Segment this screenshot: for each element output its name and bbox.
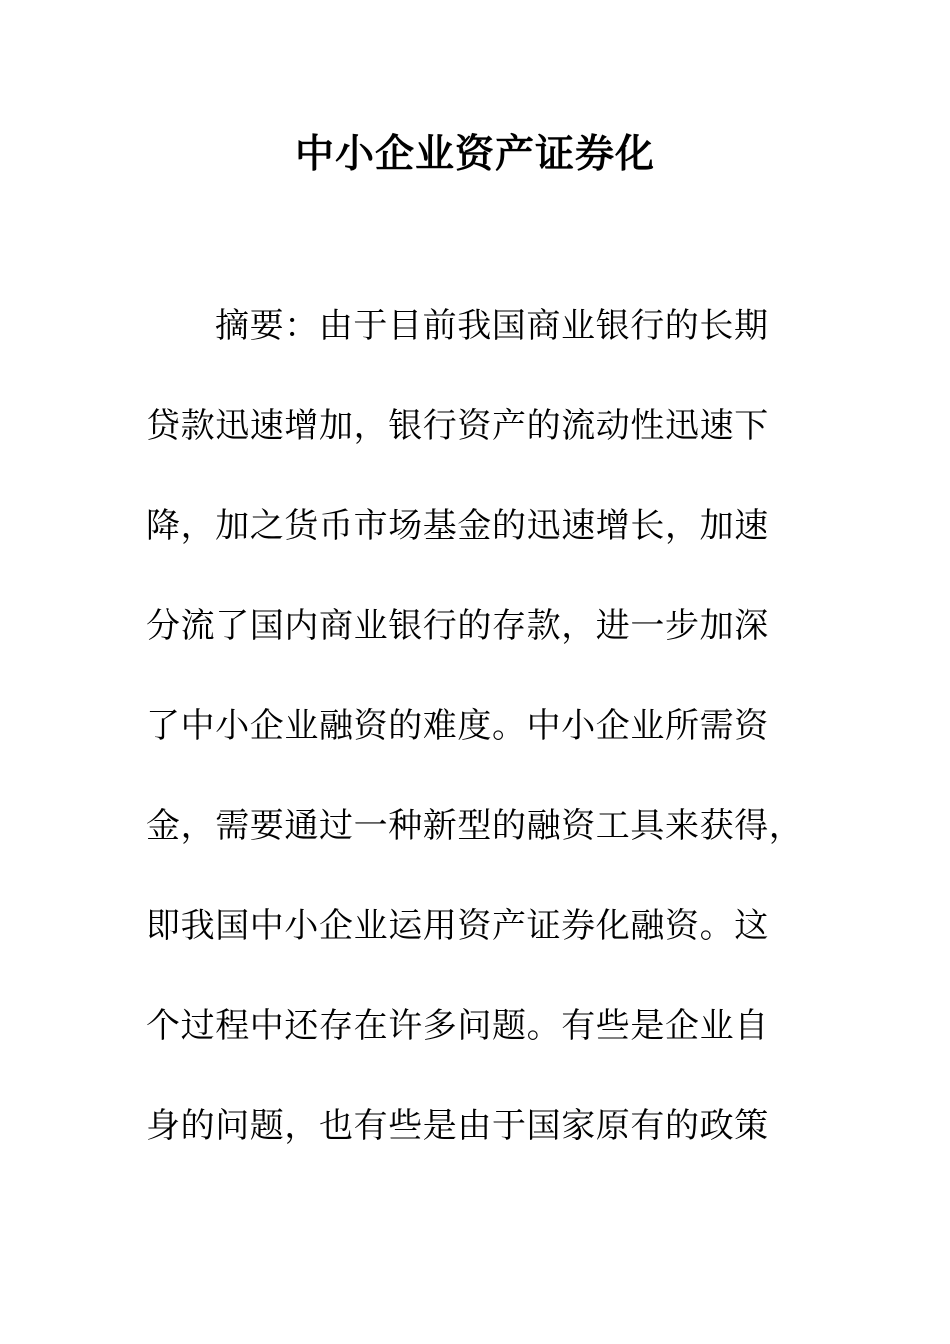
text-line: 金，需要通过一种新型的融资工具来获得， (146, 806, 804, 846)
text-line: 个过程中还存在许多问题。有些是企业自 (146, 1006, 769, 1046)
text-line: 身的问题，也有些是由于国家原有的政策 (146, 1106, 769, 1146)
text-line: 即我国中小企业运用资产证券化融资。这 (146, 906, 769, 946)
text-line: 摘要：由于目前我国商业银行的长期 (215, 306, 769, 346)
text-line: 分流了国内商业银行的存款，进一步加深 (146, 606, 769, 646)
text-line: 降，加之货币市场基金的迅速增长，加速 (146, 506, 769, 546)
text-line: 贷款迅速增加，银行资产的流动性迅速下 (146, 406, 769, 446)
text-line: 了中小企业融资的难度。中小企业所需资 (146, 706, 769, 746)
document-title: 中小企业资产证券化 (294, 131, 655, 177)
abstract-body (146, 300, 826, 1200)
